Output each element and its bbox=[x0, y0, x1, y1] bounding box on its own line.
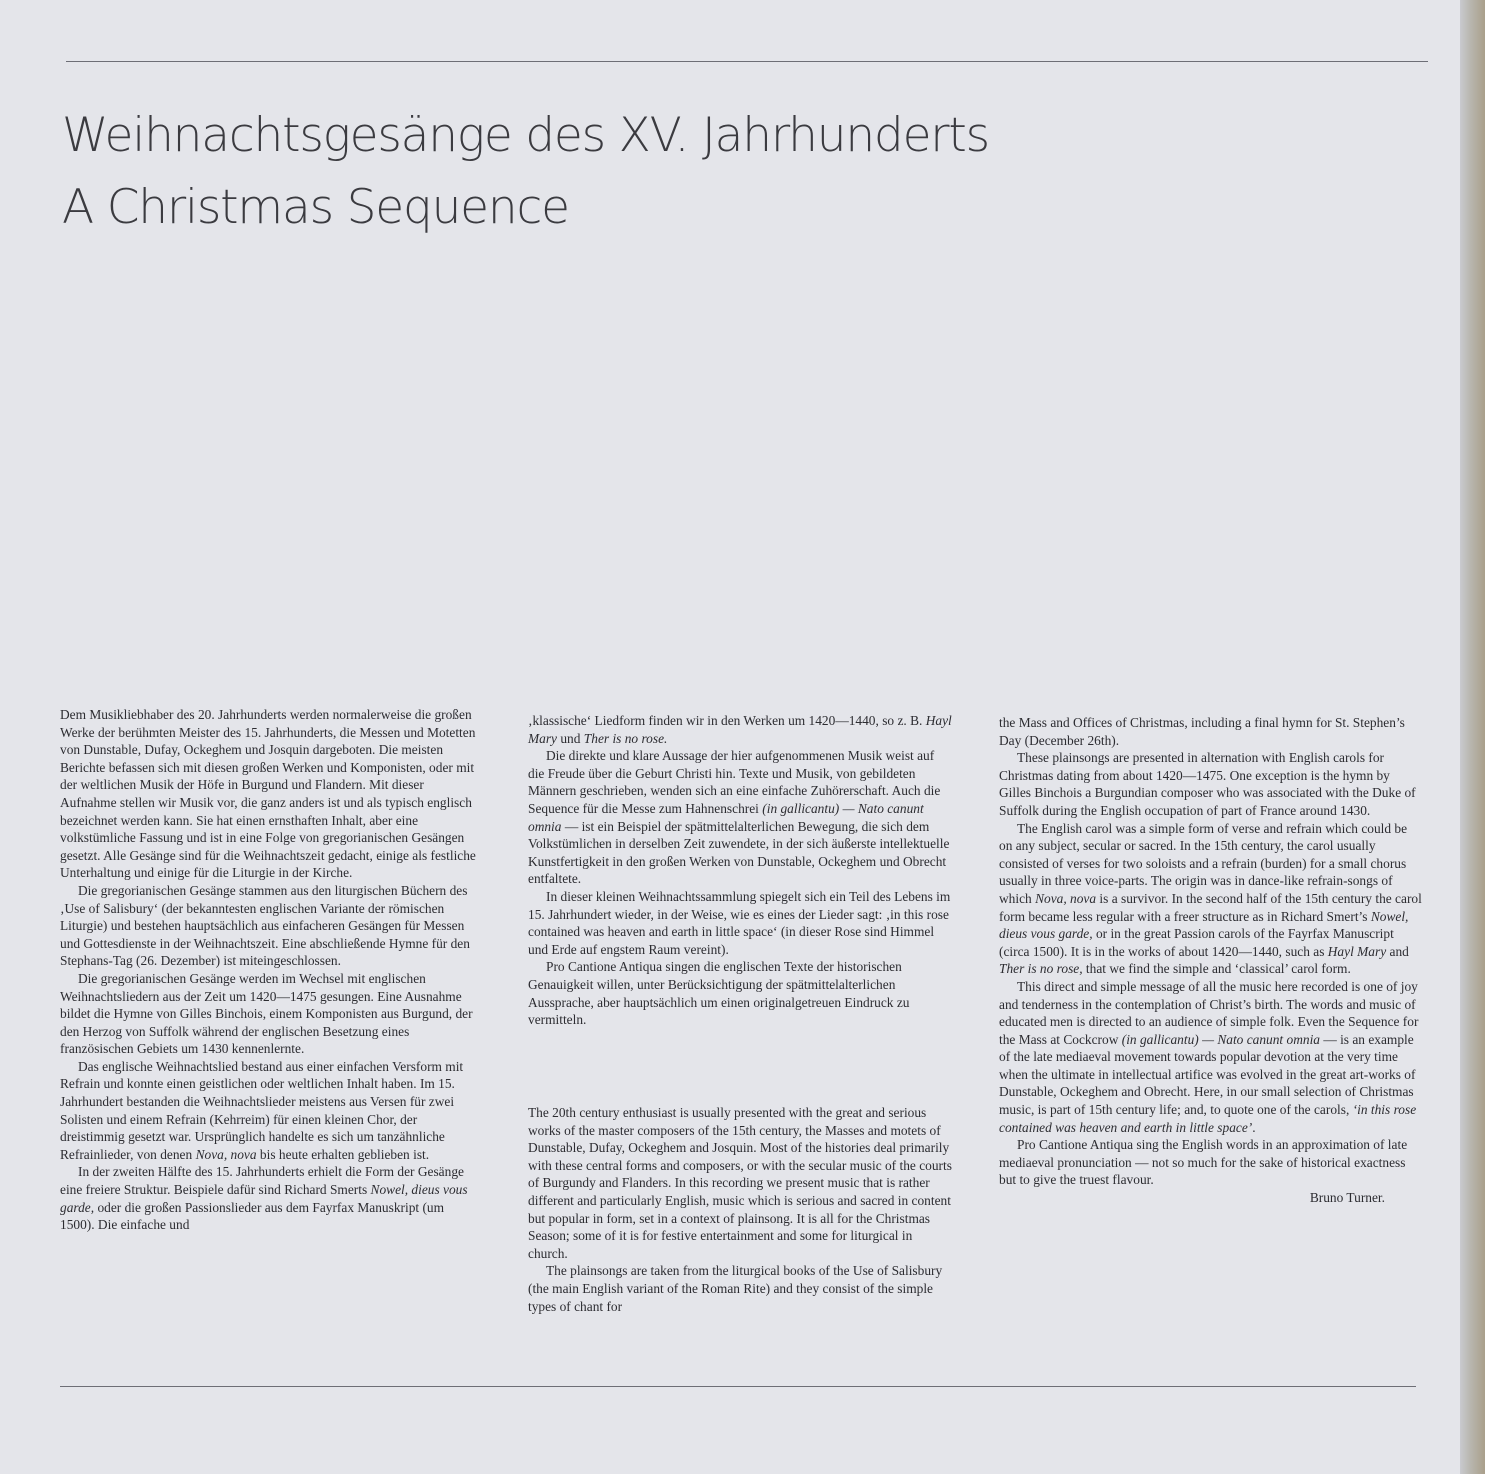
sleeve-edge bbox=[1460, 0, 1485, 1474]
paragraph bbox=[999, 820, 1423, 978]
paragraph: In dieser kleinen Weihnachtssammlung spiegelt sich ein Teil des Lebens im 15. Jahrhundert wieder, in der Weise, wie es eines der Lieder sagt: ‚in this rose contained was heaven and earth in little space‘ (in dieser Rose sind Himmel und Erde auf engstem Raum vereint). bbox=[528, 888, 951, 957]
italic-title: Nova, nova bbox=[195, 1146, 257, 1162]
text-run: In der zweiten Hälfte des 15. Jahrhunderts erhielt die Form der Gesänge eine freiere Struktur. Beispiele dafür sind Richard Smerts bbox=[60, 1164, 464, 1198]
english-text-column-2 bbox=[999, 714, 1423, 1207]
paragraph bbox=[528, 747, 952, 888]
italic-title: Hayl Mary bbox=[1327, 943, 1387, 959]
italic-title: Hayl Mary bbox=[528, 713, 952, 746]
italic-title: (in gallicantu) — Nato canunt omnia bbox=[528, 800, 924, 834]
paragraph: These plainsongs are presented in alternation with English carols for Christmas dating from about 1420—1475. One exception is the hymn by Gilles Binchois a Burgundian composer who was associated with the Duke of Suffolk during the English occupation of part of France around 1430. bbox=[999, 750, 1416, 818]
paragraph: The 20th century enthusiast is usually presented with the great and serious works of the master composers of the 15th century, the Masses and motets of Dunstable, Dufay, Ockeghem and Josquin. Most of the histories deal primarily with these central forms and composers, or with the secular music of the courts of Burgundy and Flanders. In this recording we present music that is rather different and particularly English, music which is serious and sacred in content but popular in form, set in a context of plainsong. It is all for the Christmas Season; some of it is for festive entertainment and some for liturgical in church. bbox=[528, 1105, 952, 1261]
title-english: A Christmas Sequence bbox=[62, 180, 569, 235]
italic-title: Ther is no rose. bbox=[583, 730, 668, 746]
paragraph: Pro Cantione Antiqua singen die englischen Texte der historischen Genauigkeit willen, unter Berücksichtigung der spätmittelalterlichen Aussprache, aber hauptsächlich um einen originalgetreuen Eindruck zu vermitteln. bbox=[528, 959, 910, 1028]
text-run: . bbox=[1252, 1119, 1256, 1135]
page-title bbox=[62, 100, 989, 244]
text-run: bis heute erhalten geblieben ist. bbox=[256, 1146, 430, 1162]
text-run: is a survivor. In the second half of the 15th century the carol form became less regular with a freer structure as in Richard Smert’s bbox=[999, 890, 1422, 924]
german-text-column-1 bbox=[60, 706, 480, 1234]
paragraph: Die gregorianischen Gesänge stammen aus den liturgischen Büchern des ‚Use of Salisbury‘ (der bekanntesten englischen Variante der römischen Liturgie) und bestehen hauptsächlich aus einfacheren Gesängen für Messen und Gottesdienste in der Weihnachtszeit. Eine abschließende Hymne für den Stephans-Tag (26. Dezember) ist miteingeschlossen. bbox=[60, 882, 470, 969]
paragraph: The plainsongs are taken from the liturgical books of the Use of Salisbury (the main English variant of the Roman Rite) and they consist of the simple types of chant for bbox=[528, 1263, 943, 1314]
paragraph: Pro Cantione Antiqua sing the English words in an approximation of late mediaeval pronunciation — not so much for the sake of historical exactness but to give the truest flavour. bbox=[999, 1137, 1408, 1188]
italic-title: (in gallicantu) — Nato canunt omnia bbox=[1121, 1031, 1320, 1047]
italic-title: Nova, nova bbox=[1035, 890, 1097, 906]
italic-title: Nowel, dieus vous garde, bbox=[999, 908, 1409, 942]
title-german: Weihnachtsgesänge des XV. Jahrhunderts bbox=[62, 108, 989, 163]
text-run: that we find the simple and ‘classical’ carol form. bbox=[1082, 961, 1351, 977]
text-run: oder die großen Passionslieder aus dem Fayrfax Manuskript (um 1500). Die einfache und bbox=[60, 1199, 445, 1233]
text-run: und bbox=[557, 730, 584, 746]
text-run: — is an example of the late mediaeval movement towards popular devotion at the very time when the ultimate in intellectual artifice was evolved in the great art-works of Dunstable, Ockeghem and Obrecht. Here, in our small selection of Christmas music, is part of 15th century life; and, to quote one of the carols, bbox=[999, 1031, 1416, 1118]
paragraph bbox=[60, 1163, 480, 1233]
german-text-column-2 bbox=[528, 712, 952, 1029]
text-run: Das englische Weihnachtslied bestand aus einer einfachen Versform mit Refrain und konnte einen geistlichen oder weltlichen Inhalt haben. Im 15. Jahrhundert bestanden die Weihnachtslieder meistens aus Versen für zwei Solisten und einem Refrain (Kehrreim) für einen kleinen Chor, der dreistimmig gesetzt war. Ursprünglich handelte es sich um tanzähnliche Refrainlieder, von denen bbox=[60, 1058, 464, 1162]
paragraph bbox=[528, 712, 952, 747]
text-run: or in the great Passion carols of the Fayrfax Manuscript (circa 1500). It is in the works of about 1420—1440, such as bbox=[999, 926, 1394, 959]
text-run: and bbox=[1386, 943, 1409, 959]
paragraph: Dem Musikliebhaber des 20. Jahrhunderts werden normalerweise die großen Werke der berühmten Meister des 15. Jahrhunderts, die Messen und Motetten von Dunstable, Dufay, Ockeghem und Josquin dargeboten. Die meisten Berichte befassen sich mit diesen großen Werken und Komponisten, oder mit der weltlichen Musik der Höfe in Burgund und Flandern. Mit dieser Aufnahme stellen wir Musik vor, die ganz anders ist und als typisch englisch bezeichnet werden kann. Sie hat einen ernsthaften Inhalt, aber eine volkstümliche Fassung und ist in eine Folge von gregorianischen Gesängen gesetzt. Alle Gesänge sind für die Weihnachtszeit gedacht, einige als festliche Unterhaltung und einige für die Liturgie in der Kirche. bbox=[60, 707, 476, 881]
text-run: ‚klassische‘ Liedform finden wir in den Werken um 1420—1440, so z. B. bbox=[528, 713, 926, 728]
text-run: This direct and simple message of all the music here recorded is one of joy and tenderness in the contemplation of Christ’s birth. The words and music of educated men is directed to an audience of simple folk. Even the Sequence for the Mass at Cockcrow bbox=[999, 978, 1419, 1047]
paragraph: Die gregorianischen Gesänge werden im Wechsel mit englischen Weihnachtsliedern aus der Zeit um 1420—1475 gesungen. Eine Ausnahme bildet die Hymne von Gilles Binchois, einem Komponisten aus Burgund, der den Herzog von Suffolk während der englischen Besetzung eines französischen Gebiets um 1430 kennenlernte. bbox=[60, 970, 473, 1057]
paragraph bbox=[999, 978, 1423, 1136]
paragraph bbox=[60, 1058, 480, 1164]
author-signature: Bruno Turner. bbox=[1309, 1190, 1385, 1206]
top-rule bbox=[66, 61, 1428, 62]
text-run: Die direkte und klare Aussage der hier aufgenommenen Musik weist auf die Freude über die Geburt Christi hin. Texte und Musik, von gebildeten Männern geschrieben, wenden sich an eine einfache Zuhörerschaft. Auch die Sequence für die Messe zum Hahnenschrei bbox=[528, 748, 941, 816]
italic-title: Ther is no rose, bbox=[999, 961, 1083, 977]
italic-title: Nowel, dieus vous garde, bbox=[60, 1182, 468, 1215]
bottom-rule bbox=[60, 1386, 1416, 1387]
english-text-column-1 bbox=[528, 1104, 952, 1315]
text-run: — ist ein Beispiel der spätmittelalterlichen Bewegung, die sich dem Volkstümlichen in derselben Zeit zuwendete, in der sich äußerste intellektuelle Kunstfertigkeit in den großen Werken von Dunstable, Ockeghem und Obrecht entfaltete. bbox=[528, 818, 950, 887]
text-run: The English carol was a simple form of verse and refrain which could be on any subject, secular or sacred. In the 15th century, the carol usually consisted of verses for two soloists and a refrain (burden) for a small chorus usually in three voice-parts. The origin was in dance-like refrain-songs of which bbox=[999, 820, 1408, 906]
italic-quote: ‘in this rose contained was heaven and earth in little space’ bbox=[999, 1102, 1417, 1135]
paragraph: the Mass and Offices of Christmas, including a final hymn for St. Stephen’s Day (December 26th). bbox=[999, 715, 1405, 748]
